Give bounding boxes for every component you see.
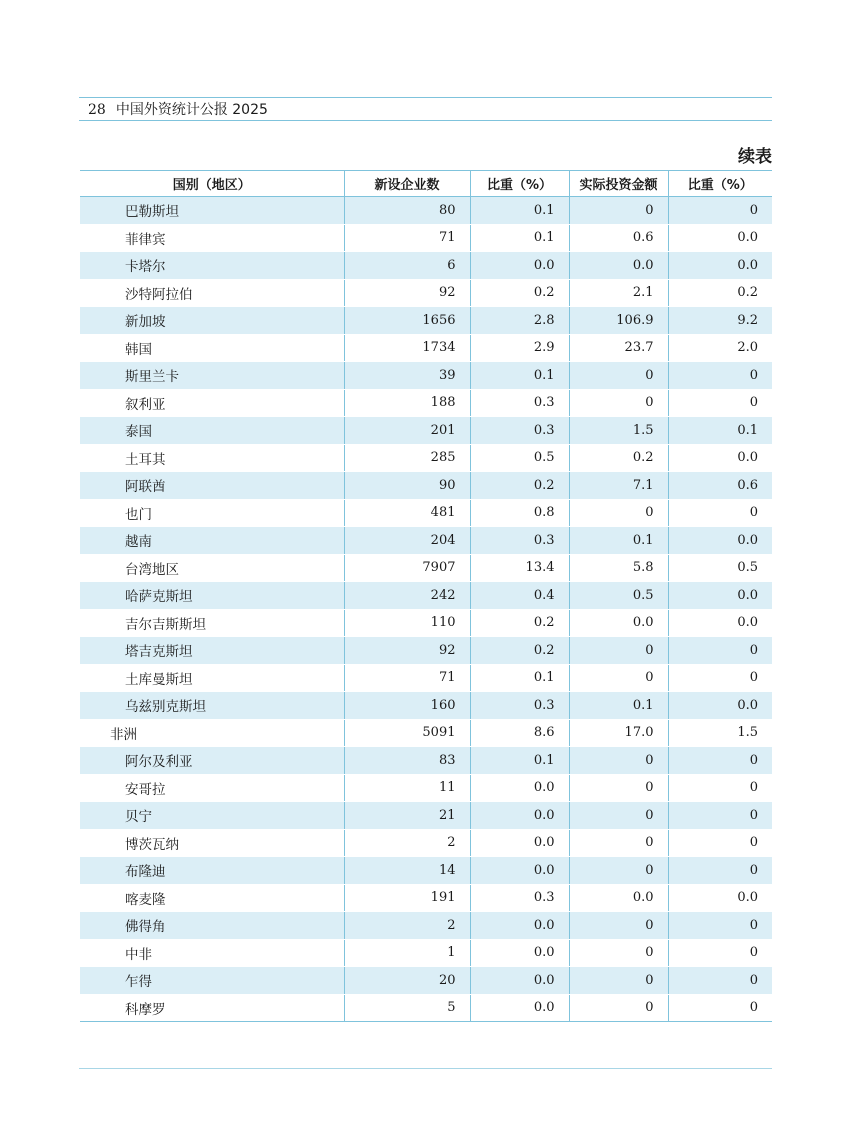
table-row — [80, 637, 772, 665]
cell-firm-share: 0.0 — [470, 857, 569, 885]
table-row — [80, 582, 772, 610]
cell-investment: 0.6 — [569, 224, 668, 252]
cell-new-firms: 20 — [344, 967, 470, 995]
cell-new-firms: 90 — [344, 472, 470, 500]
cell-firm-share: 2.9 — [470, 334, 569, 362]
table-row — [80, 197, 772, 225]
cell-country-name: 贝宁 — [80, 802, 344, 830]
cell-investment: 0.5 — [569, 582, 668, 610]
cell-new-firms: 92 — [344, 279, 470, 307]
cell-firm-share: 0.4 — [470, 582, 569, 610]
cell-investment: 0.0 — [569, 252, 668, 280]
column-header-new-firms: 新设企业数 — [344, 171, 470, 197]
table-row — [80, 884, 772, 912]
cell-country-name: 斯里兰卡 — [80, 362, 344, 390]
cell-new-firms: 1656 — [344, 307, 470, 335]
cell-investment-share: 0.2 — [668, 279, 772, 307]
cell-investment: 2.1 — [569, 279, 668, 307]
cell-new-firms: 92 — [344, 637, 470, 665]
cell-investment-share: 0.1 — [668, 417, 772, 445]
table-row — [80, 609, 772, 637]
table-row — [80, 527, 772, 555]
page-number: 28 — [88, 102, 106, 118]
cell-firm-share: 0.2 — [470, 609, 569, 637]
table-row — [80, 389, 772, 417]
cell-country-name: 卡塔尔 — [80, 252, 344, 280]
cell-investment-share: 0.0 — [668, 252, 772, 280]
cell-firm-share: 0.5 — [470, 444, 569, 472]
cell-country-name: 沙特阿拉伯 — [80, 279, 344, 307]
cell-firm-share: 0.2 — [470, 637, 569, 665]
cell-firm-share: 0.0 — [470, 912, 569, 940]
cell-new-firms: 204 — [344, 527, 470, 555]
cell-firm-share: 0.8 — [470, 499, 569, 527]
cell-country-name: 乌兹别克斯坦 — [80, 692, 344, 720]
cell-investment: 17.0 — [569, 719, 668, 747]
table-row — [80, 252, 772, 280]
cell-new-firms: 1 — [344, 939, 470, 967]
cell-investment-share: 0 — [668, 197, 772, 225]
cell-firm-share: 0.1 — [470, 197, 569, 225]
cell-country-name: 哈萨克斯坦 — [80, 582, 344, 610]
cell-investment-share: 9.2 — [668, 307, 772, 335]
column-header-firm-share: 比重（%） — [470, 171, 569, 197]
table-row — [80, 307, 772, 335]
cell-country-name: 菲律宾 — [80, 224, 344, 252]
cell-country-name: 吉尔吉斯斯坦 — [80, 609, 344, 637]
cell-investment: 7.1 — [569, 472, 668, 500]
cell-investment-share: 0.0 — [668, 692, 772, 720]
cell-investment-share: 0.0 — [668, 224, 772, 252]
table-row — [80, 719, 772, 747]
cell-country-name: 台湾地区 — [80, 554, 344, 582]
cell-country-name: 土库曼斯坦 — [80, 664, 344, 692]
table-row — [80, 939, 772, 967]
cell-new-firms: 481 — [344, 499, 470, 527]
cell-investment: 0 — [569, 362, 668, 390]
cell-new-firms: 1734 — [344, 334, 470, 362]
table-row — [80, 472, 772, 500]
cell-investment: 0 — [569, 802, 668, 830]
table-row — [80, 829, 772, 857]
cell-firm-share: 0.0 — [470, 939, 569, 967]
cell-firm-share: 0.3 — [470, 884, 569, 912]
table-header-row — [80, 171, 772, 197]
table-row — [80, 967, 772, 995]
cell-new-firms: 242 — [344, 582, 470, 610]
cell-firm-share: 0.3 — [470, 389, 569, 417]
cell-new-firms: 110 — [344, 609, 470, 637]
cell-investment: 0 — [569, 857, 668, 885]
cell-new-firms: 71 — [344, 224, 470, 252]
cell-firm-share: 0.1 — [470, 664, 569, 692]
cell-new-firms: 5 — [344, 994, 470, 1022]
cell-firm-share: 0.1 — [470, 747, 569, 775]
cell-country-name: 韩国 — [80, 334, 344, 362]
cell-investment: 0 — [569, 499, 668, 527]
header-rule-top — [79, 97, 772, 98]
cell-firm-share: 0.0 — [470, 829, 569, 857]
cell-investment-share: 0.0 — [668, 582, 772, 610]
table-row — [80, 994, 772, 1022]
cell-investment-share: 0 — [668, 967, 772, 995]
column-header-country: 国别（地区） — [80, 171, 344, 197]
table-row — [80, 802, 772, 830]
cell-firm-share: 0.1 — [470, 224, 569, 252]
cell-country-name: 中非 — [80, 939, 344, 967]
cell-new-firms: 2 — [344, 912, 470, 940]
cell-investment: 0.1 — [569, 692, 668, 720]
cell-investment: 0 — [569, 197, 668, 225]
cell-country-name: 喀麦隆 — [80, 884, 344, 912]
cell-investment-share: 0 — [668, 802, 772, 830]
cell-new-firms: 285 — [344, 444, 470, 472]
cell-investment-share: 0.5 — [668, 554, 772, 582]
table-row — [80, 912, 772, 940]
cell-investment: 0 — [569, 664, 668, 692]
cell-new-firms: 6 — [344, 252, 470, 280]
cell-investment: 1.5 — [569, 417, 668, 445]
cell-investment-share: 0.0 — [668, 609, 772, 637]
cell-investment: 5.8 — [569, 554, 668, 582]
cell-new-firms: 21 — [344, 802, 470, 830]
cell-investment: 0 — [569, 912, 668, 940]
cell-firm-share: 0.2 — [470, 472, 569, 500]
cell-new-firms: 39 — [344, 362, 470, 390]
cell-firm-share: 0.0 — [470, 994, 569, 1022]
cell-new-firms: 11 — [344, 774, 470, 802]
cell-new-firms: 80 — [344, 197, 470, 225]
cell-investment-share: 0 — [668, 664, 772, 692]
table-row — [80, 554, 772, 582]
table-row — [80, 279, 772, 307]
cell-investment-share: 0.6 — [668, 472, 772, 500]
cell-investment-share: 2.0 — [668, 334, 772, 362]
cell-country-name: 阿尔及利亚 — [80, 747, 344, 775]
cell-firm-share: 0.3 — [470, 692, 569, 720]
page-header — [88, 100, 268, 120]
cell-investment-share: 0.0 — [668, 527, 772, 555]
publication-title: 中国外资统计公报 2025 — [115, 102, 268, 118]
cell-investment-share: 0 — [668, 637, 772, 665]
cell-country-name: 佛得角 — [80, 912, 344, 940]
cell-investment: 0.0 — [569, 884, 668, 912]
table-row — [80, 747, 772, 775]
cell-investment: 0.1 — [569, 527, 668, 555]
header-rule-bottom — [79, 120, 772, 121]
cell-country-name: 阿联酋 — [80, 472, 344, 500]
cell-investment: 0 — [569, 939, 668, 967]
cell-new-firms: 191 — [344, 884, 470, 912]
cell-firm-share: 8.6 — [470, 719, 569, 747]
table-row — [80, 444, 772, 472]
cell-new-firms: 160 — [344, 692, 470, 720]
cell-investment-share: 0 — [668, 389, 772, 417]
cell-country-name: 也门 — [80, 499, 344, 527]
table-row — [80, 224, 772, 252]
cell-country-name: 乍得 — [80, 967, 344, 995]
cell-new-firms: 7907 — [344, 554, 470, 582]
table-row — [80, 664, 772, 692]
column-header-investment-share: 比重（%） — [668, 171, 772, 197]
cell-new-firms: 83 — [344, 747, 470, 775]
cell-firm-share: 2.8 — [470, 307, 569, 335]
cell-country-name: 布隆迪 — [80, 857, 344, 885]
cell-investment: 0 — [569, 389, 668, 417]
cell-country-name: 塔吉克斯坦 — [80, 637, 344, 665]
cell-new-firms: 71 — [344, 664, 470, 692]
cell-country-name: 安哥拉 — [80, 774, 344, 802]
cell-investment-share: 0 — [668, 774, 772, 802]
cell-investment: 23.7 — [569, 334, 668, 362]
cell-investment-share: 0 — [668, 912, 772, 940]
cell-new-firms: 5091 — [344, 719, 470, 747]
cell-investment-share: 0.0 — [668, 444, 772, 472]
cell-new-firms: 14 — [344, 857, 470, 885]
cell-country-name: 土耳其 — [80, 444, 344, 472]
cell-investment-share: 1.5 — [668, 719, 772, 747]
table-row — [80, 362, 772, 390]
cell-investment: 0 — [569, 967, 668, 995]
cell-investment-share: 0 — [668, 994, 772, 1022]
cell-investment: 0 — [569, 774, 668, 802]
cell-firm-share: 0.0 — [470, 967, 569, 995]
statistics-table — [80, 170, 772, 1022]
cell-investment: 0.2 — [569, 444, 668, 472]
cell-firm-share: 0.1 — [470, 362, 569, 390]
table-row — [80, 857, 772, 885]
cell-investment: 106.9 — [569, 307, 668, 335]
cell-new-firms: 201 — [344, 417, 470, 445]
table-body — [80, 197, 772, 1022]
cell-country-name: 巴勒斯坦 — [80, 197, 344, 225]
column-header-investment: 实际投资金额 — [569, 171, 668, 197]
cell-firm-share: 0.3 — [470, 417, 569, 445]
cell-investment: 0 — [569, 637, 668, 665]
cell-new-firms: 188 — [344, 389, 470, 417]
footer-rule — [79, 1068, 772, 1069]
table-continued-caption: 续表 — [738, 147, 772, 167]
table-row — [80, 417, 772, 445]
cell-investment-share: 0.0 — [668, 884, 772, 912]
cell-country-name: 非洲 — [80, 719, 344, 747]
cell-investment: 0.0 — [569, 609, 668, 637]
cell-firm-share: 13.4 — [470, 554, 569, 582]
cell-investment: 0 — [569, 994, 668, 1022]
cell-investment-share: 0 — [668, 939, 772, 967]
cell-country-name: 科摩罗 — [80, 994, 344, 1022]
cell-investment-share: 0 — [668, 857, 772, 885]
cell-firm-share: 0.2 — [470, 279, 569, 307]
cell-investment-share: 0 — [668, 747, 772, 775]
cell-new-firms: 2 — [344, 829, 470, 857]
cell-firm-share: 0.0 — [470, 774, 569, 802]
cell-country-name: 越南 — [80, 527, 344, 555]
cell-investment-share: 0 — [668, 499, 772, 527]
cell-country-name: 博茨瓦纳 — [80, 829, 344, 857]
cell-investment: 0 — [569, 747, 668, 775]
cell-investment: 0 — [569, 829, 668, 857]
cell-firm-share: 0.0 — [470, 802, 569, 830]
cell-country-name: 泰国 — [80, 417, 344, 445]
cell-country-name: 叙利亚 — [80, 389, 344, 417]
cell-investment-share: 0 — [668, 362, 772, 390]
table-row — [80, 774, 772, 802]
cell-firm-share: 0.0 — [470, 252, 569, 280]
cell-investment-share: 0 — [668, 829, 772, 857]
cell-firm-share: 0.3 — [470, 527, 569, 555]
table-row — [80, 692, 772, 720]
table-row — [80, 499, 772, 527]
table-row — [80, 334, 772, 362]
cell-country-name: 新加坡 — [80, 307, 344, 335]
